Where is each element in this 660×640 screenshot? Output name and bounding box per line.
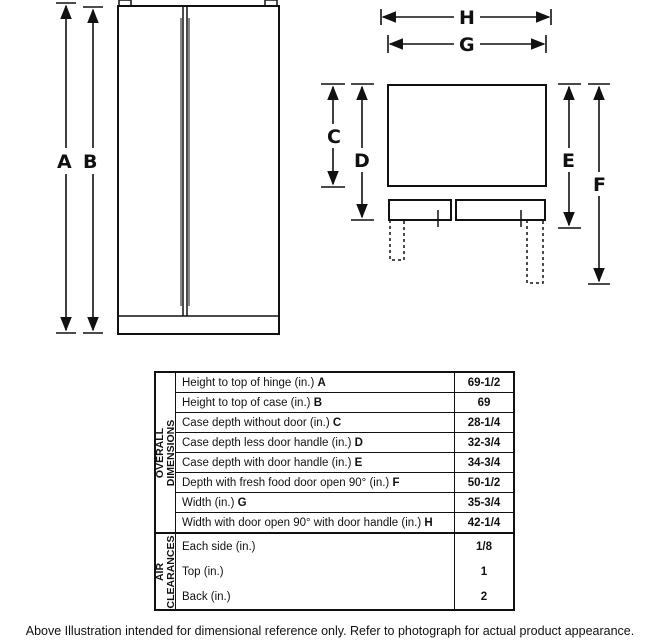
row-value: 50-1/2 bbox=[455, 473, 515, 493]
row-label: Height to top of hinge (in.) A bbox=[176, 372, 455, 393]
air-clearances-group bbox=[155, 533, 176, 610]
row-value: 28-1/4 bbox=[455, 413, 515, 433]
label-d: D bbox=[354, 150, 370, 172]
table-row bbox=[155, 453, 514, 473]
air-clearances-heading: AIR CLEARANCES bbox=[153, 535, 177, 608]
table-row bbox=[155, 393, 514, 413]
row-value: 32-3/4 bbox=[455, 433, 515, 453]
row-label: Depth with fresh food door open 90° (in.) F bbox=[176, 473, 455, 493]
row-label: Height to top of case (in.) B bbox=[176, 393, 455, 413]
row-label: Case depth less door handle (in.) D bbox=[176, 433, 455, 453]
row-value: 1/8 bbox=[455, 533, 515, 559]
table-row bbox=[155, 533, 514, 559]
label-a: A bbox=[57, 151, 72, 173]
row-value: 35-3/4 bbox=[455, 493, 515, 513]
table-row bbox=[155, 372, 514, 393]
row-value: 69-1/2 bbox=[455, 372, 515, 393]
dimensions-table bbox=[154, 371, 515, 611]
label-e: E bbox=[562, 150, 575, 172]
row-label: Width (in.) G bbox=[176, 493, 455, 513]
footnote: Above Illustration intended for dimensional reference only. Refer to photograph for actual product appearance. bbox=[25, 624, 635, 638]
row-label: Back (in.) bbox=[176, 584, 455, 610]
label-c: C bbox=[327, 126, 341, 148]
refrigerator-top-view bbox=[388, 85, 546, 283]
label-b: B bbox=[83, 151, 98, 173]
table-row bbox=[155, 513, 514, 534]
row-value: 2 bbox=[455, 584, 515, 610]
label-f: F bbox=[593, 174, 606, 196]
row-value: 69 bbox=[455, 393, 515, 413]
row-label: Top (in.) bbox=[176, 559, 455, 584]
table-row bbox=[155, 584, 514, 610]
row-value: 42-1/4 bbox=[455, 513, 515, 534]
table-row bbox=[155, 413, 514, 433]
row-label: Case depth with door handle (in.) E bbox=[176, 453, 455, 473]
table-row bbox=[155, 473, 514, 493]
overall-dimensions-group bbox=[155, 372, 176, 533]
row-label: Each side (in.) bbox=[176, 533, 455, 559]
label-h: H bbox=[459, 7, 475, 29]
label-g: G bbox=[459, 34, 475, 56]
table-row bbox=[155, 433, 514, 453]
overall-dimensions-heading: OVERALL DIMENSIONS bbox=[153, 419, 177, 486]
row-label: Width with door open 90° with door handle (in.) H bbox=[176, 513, 455, 534]
row-value: 1 bbox=[455, 559, 515, 584]
table-row bbox=[155, 493, 514, 513]
row-label: Case depth without door (in.) C bbox=[176, 413, 455, 433]
refrigerator-front-view bbox=[118, 0, 279, 334]
row-value: 34-3/4 bbox=[455, 453, 515, 473]
table-row bbox=[155, 559, 514, 584]
